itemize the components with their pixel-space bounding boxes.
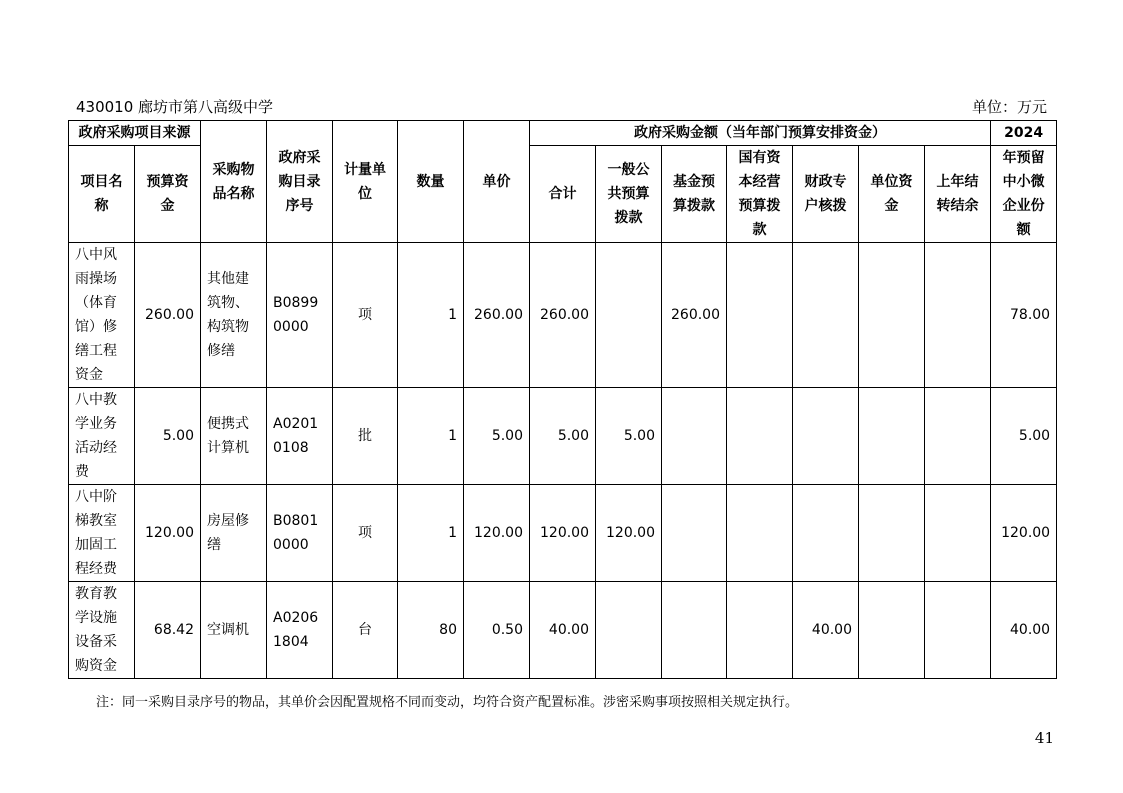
table-row [69,243,1057,388]
header-special-account: 财政专户核拨 [793,146,859,243]
cell-special [793,485,859,582]
cell-catalog: A02061804 [267,582,333,679]
cell-reserve: 40.00 [991,582,1057,679]
cell-special [793,243,859,388]
cell-carryover [925,485,991,582]
header-qty: 数量 [398,121,464,243]
cell-unitfund [859,485,925,582]
cell-budget: 260.00 [135,243,201,388]
cell-item: 空调机 [201,582,267,679]
cell-soe [727,388,793,485]
cell-project: 八中教学业务活动经费 [69,388,135,485]
cell-unitfund [859,388,925,485]
header-sme-reserve: 年预留中小微企业份额 [991,146,1057,243]
cell-fund [662,388,727,485]
cell-item: 便携式计算机 [201,388,267,485]
cell-fund [662,582,727,679]
cell-budget: 68.42 [135,582,201,679]
cell-fund: 260.00 [662,243,727,388]
cell-total: 5.00 [530,388,596,485]
cell-unit: 项 [333,243,398,388]
header-soe-budget: 国有资本经营预算拨款 [727,146,793,243]
cell-unit: 项 [333,485,398,582]
cell-total: 40.00 [530,582,596,679]
cell-item: 其他建筑物、构筑物修缮 [201,243,267,388]
header-source-group: 政府采购项目来源 [69,121,201,146]
cell-catalog: A02010108 [267,388,333,485]
cell-special [793,388,859,485]
header-total: 合计 [530,146,596,243]
unit-label: 单位：万元 [971,98,1047,116]
cell-reserve: 78.00 [991,243,1057,388]
cell-general: 120.00 [596,485,662,582]
cell-special: 40.00 [793,582,859,679]
cell-total: 260.00 [530,243,596,388]
cell-total: 120.00 [530,485,596,582]
cell-general [596,243,662,388]
page-number: 41 [1034,729,1054,747]
cell-carryover [925,243,991,388]
header-amount-group: 政府采购金额（当年部门预算安排资金） [530,121,991,146]
cell-qty: 80 [398,582,464,679]
cell-price: 120.00 [464,485,530,582]
cell-carryover [925,388,991,485]
cell-qty: 1 [398,388,464,485]
cell-soe [727,243,793,388]
cell-catalog: B08990000 [267,243,333,388]
cell-unitfund [859,243,925,388]
header-unit-funds: 单位资金 [859,146,925,243]
cell-general [596,582,662,679]
cell-fund [662,485,727,582]
table-row [69,485,1057,582]
cell-soe [727,485,793,582]
table-row [69,582,1057,679]
header-budget-funds: 预算资金 [135,146,201,243]
header-project-name: 项目名称 [69,146,135,243]
cell-project: 八中风雨操场（体育馆）修缮工程资金 [69,243,135,388]
cell-soe [727,582,793,679]
header-carryover: 上年结转结余 [925,146,991,243]
cell-price: 260.00 [464,243,530,388]
org-title: 430010 廊坊市第八高级中学 [76,98,274,116]
header-reserve-year: 2024 [991,121,1057,146]
cell-general: 5.00 [596,388,662,485]
cell-carryover [925,582,991,679]
table-row [69,388,1057,485]
header-item-name: 采购物品名称 [201,121,267,243]
cell-unitfund [859,582,925,679]
cell-price: 0.50 [464,582,530,679]
header-fund-budget: 基金预算拨款 [662,146,727,243]
cell-project: 教育教学设施设备采购资金 [69,582,135,679]
header-price: 单价 [464,121,530,243]
cell-budget: 5.00 [135,388,201,485]
cell-reserve: 5.00 [991,388,1057,485]
footnote: 注：同一采购目录序号的物品，其单价会因配置规格不同而变动，均符合资产配置标准。涉密采购事项按照相关规定执行。 [96,695,799,710]
cell-qty: 1 [398,485,464,582]
cell-item: 房屋修缮 [201,485,267,582]
header-general-budget: 一般公共预算拨款 [596,146,662,243]
cell-budget: 120.00 [135,485,201,582]
cell-catalog: B08010000 [267,485,333,582]
header-catalog-no: 政府采购目录序号 [267,121,333,243]
procurement-table [68,120,1057,679]
cell-reserve: 120.00 [991,485,1057,582]
cell-price: 5.00 [464,388,530,485]
header-unit: 计量单位 [333,121,398,243]
cell-project: 八中阶梯教室加固工程经费 [69,485,135,582]
cell-unit: 批 [333,388,398,485]
cell-unit: 台 [333,582,398,679]
cell-qty: 1 [398,243,464,388]
